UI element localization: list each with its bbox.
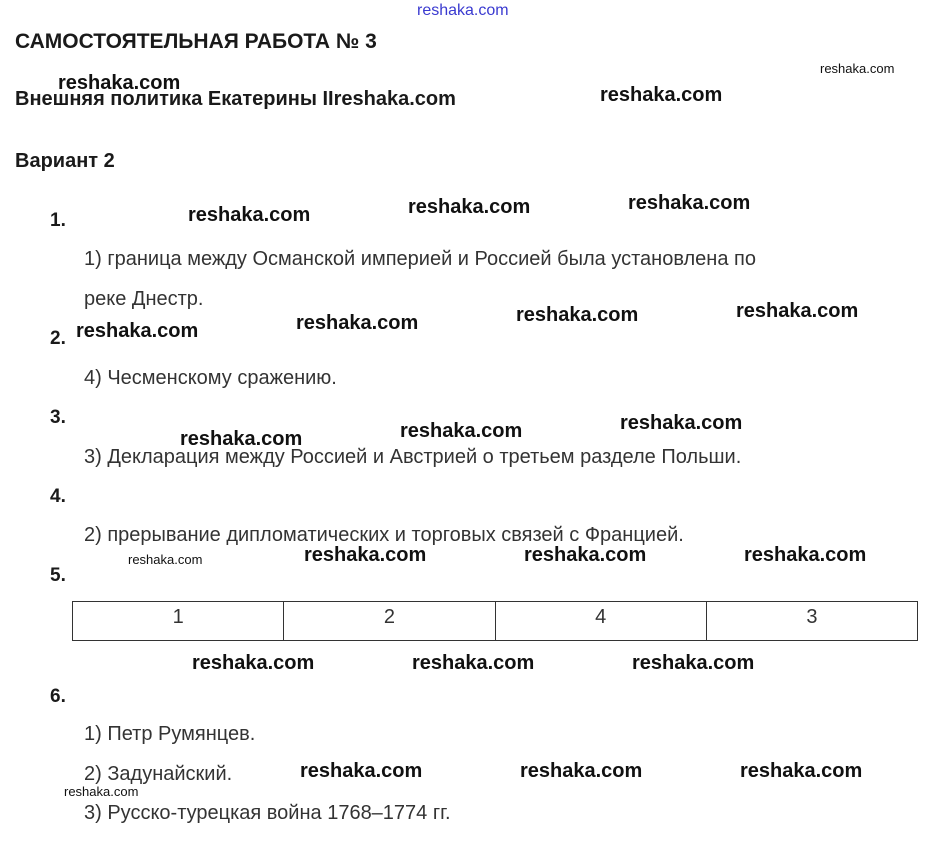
watermark: reshaka.com xyxy=(740,760,863,782)
task-number: 2. xyxy=(50,328,66,349)
task-number: 4. xyxy=(50,486,66,507)
watermark: reshaka.com xyxy=(188,204,311,226)
watermark: reshaka.com xyxy=(632,652,755,674)
watermark: reshaka.com xyxy=(820,61,895,76)
task-number: 6. xyxy=(50,686,66,707)
answer-text: реке Днестр. xyxy=(84,288,204,310)
watermark: reshaka.com xyxy=(516,304,639,326)
answer-text: 4) Чесменскому сражению. xyxy=(84,367,337,389)
page-title: САМОСТОЯТЕЛЬНАЯ РАБОТА № 3 xyxy=(15,30,377,53)
task-number: 3. xyxy=(50,407,66,428)
watermark: reshaka.com xyxy=(620,412,743,434)
watermark: reshaka.com xyxy=(128,552,203,567)
table-cell: 1 xyxy=(73,602,284,641)
answer-text: 3) Декларация между Россией и Австрией о третьем разделе Польши. xyxy=(84,446,742,468)
watermark: reshaka.com xyxy=(736,300,859,322)
watermark: reshaka.com xyxy=(408,196,531,218)
task-number: 1. xyxy=(50,210,66,231)
answer-text: 3) Русско-турецкая война 1768–1774 гг. xyxy=(84,802,451,824)
variant-heading: Вариант 2 xyxy=(15,150,115,172)
watermark: reshaka.com xyxy=(412,652,535,674)
watermark: reshaka.com xyxy=(300,760,423,782)
answer-text: 1) Петр Румянцев. xyxy=(84,723,256,745)
watermark: reshaka.com xyxy=(180,428,303,450)
table-cell: 4 xyxy=(495,602,706,641)
watermark: reshaka.com xyxy=(76,320,199,342)
watermark: reshaka.com xyxy=(304,544,427,566)
watermark: reshaka.com xyxy=(296,312,419,334)
table-cell: 3 xyxy=(706,602,917,641)
watermark: reshaka.com xyxy=(520,760,643,782)
answer-text: 2) Задунайский. xyxy=(84,763,233,785)
watermark: reshaka.com xyxy=(744,544,867,566)
watermark: reshaka.com xyxy=(400,420,523,442)
answer-text: 1) граница между Османской империей и Россией была установлена по xyxy=(84,248,756,270)
watermark: reshaka.com xyxy=(628,192,751,214)
watermark: reshaka.com xyxy=(524,544,647,566)
watermark-top: reshaka.com xyxy=(417,2,509,19)
watermark: reshaka.com xyxy=(192,652,315,674)
watermark: reshaka.com xyxy=(58,72,181,94)
answer-table xyxy=(72,601,918,641)
topic-heading: Внешняя политика Екатерины IIreshaka.com xyxy=(15,88,456,110)
watermark: reshaka.com xyxy=(600,84,723,106)
table-cell: 2 xyxy=(284,602,495,641)
watermark: reshaka.com xyxy=(64,784,139,799)
task-number: 5. xyxy=(50,565,66,586)
answer-text: 2) прерывание дипломатических и торговых связей с Францией. xyxy=(84,524,684,546)
